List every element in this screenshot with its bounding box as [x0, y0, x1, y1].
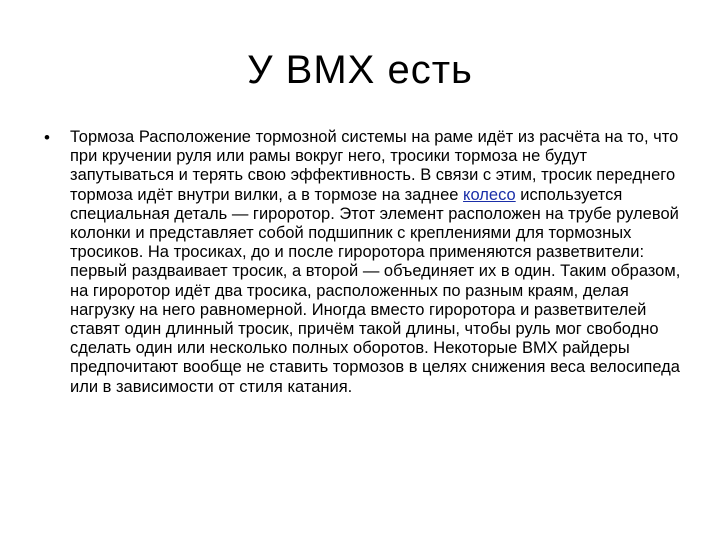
bullet-body-before-link: Расположение тормозной системы на раме идёт из расчёта на то, что при кручении руля или рамы вокруг него, тросики тормоза не будут запутываться и терять свою эффективность. В связи с этим, тросик переднего тормоза идёт внутри вилки, а в тормозе на заднее [70, 128, 679, 204]
bullet-body-after-link: используется специальная деталь — гироротор. Этот элемент расположен на трубе рулевой колонки и представляет собой подшипник с креплениями для тормозных тросиков. На тросиках, до и после гироротора применяются разветвители: первый раздваивает тросик, а второй — объединяет их в один. Таким образом, на гироротор идёт два тросика, расположенных по разным краям, делая нагрузку на него равномерной. Иногда вместо гироротора и разветвителей ставят один длинный тросик, причём такой длины, чтобы руль мог свободно сделать один или несколько полных оборотов. Некоторые ВМХ райдеры предпочитают вообще не ставить тормозов в целях снижения веса велосипеда или в зависимости от стиля катания. [70, 185, 681, 396]
bullet-text [70, 128, 684, 397]
bullet-item [44, 128, 684, 397]
slide-content [44, 128, 684, 397]
slide-title: У ВМХ есть [247, 48, 473, 92]
bullet-term: Тормоза [70, 128, 135, 146]
wheel-link[interactable]: колесо [463, 185, 516, 204]
bullet-icon: • [44, 128, 50, 147]
